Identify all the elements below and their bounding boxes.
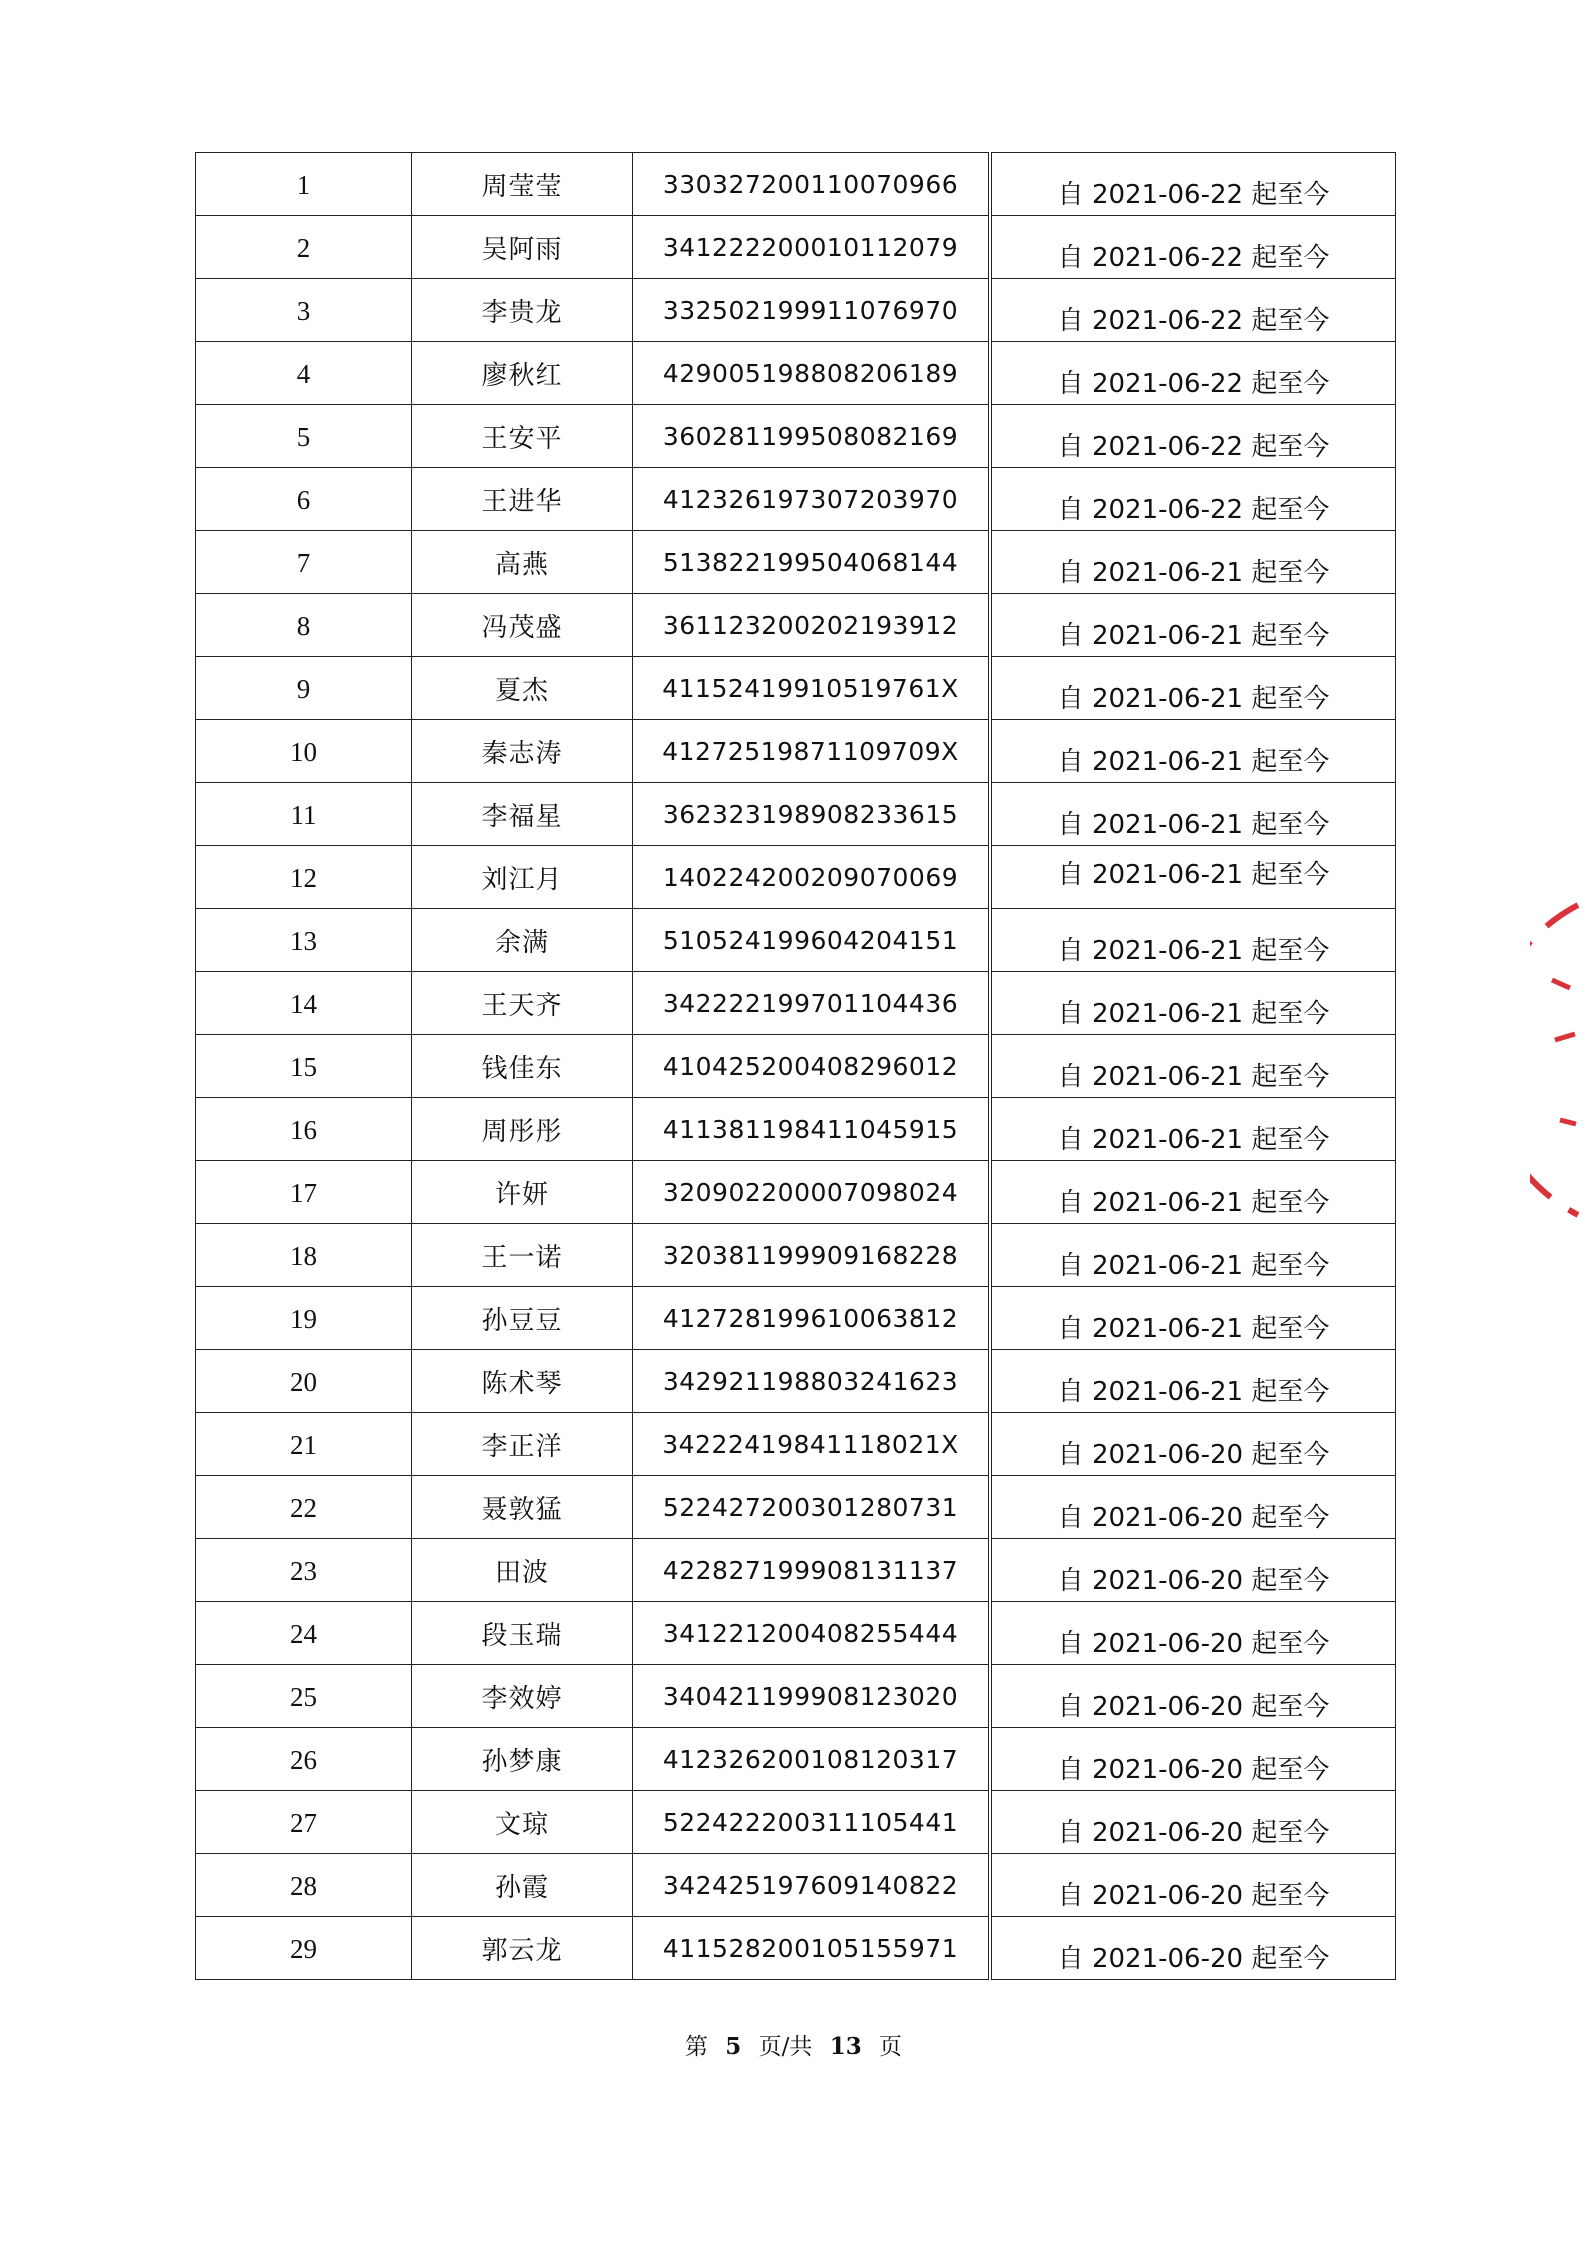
employment-date bbox=[992, 1791, 1396, 1854]
date-prefix: 自 bbox=[1057, 369, 1084, 399]
person-name: 陈术琴 bbox=[412, 1350, 633, 1413]
date-suffix: 起至今 bbox=[1251, 999, 1330, 1029]
date-value: 2021-06-21 bbox=[1091, 558, 1244, 588]
person-name: 钱佳东 bbox=[412, 1035, 633, 1098]
row-index: 5 bbox=[196, 405, 412, 468]
date-suffix: 起至今 bbox=[1251, 1818, 1330, 1848]
row-index: 15 bbox=[196, 1035, 412, 1098]
employment-date bbox=[992, 153, 1396, 216]
id-number: 330327200110070966 bbox=[633, 153, 989, 216]
date-suffix: 起至今 bbox=[1251, 432, 1330, 462]
date-value: 2021-06-20 bbox=[1091, 1440, 1244, 1470]
id-number: 522427200301280731 bbox=[633, 1476, 989, 1539]
employment-date bbox=[992, 405, 1396, 468]
date-prefix: 自 bbox=[1057, 1125, 1084, 1155]
employment-date bbox=[992, 1665, 1396, 1728]
date-suffix: 起至今 bbox=[1251, 495, 1330, 525]
table-row bbox=[196, 783, 1396, 846]
person-name: 郭云龙 bbox=[412, 1917, 633, 1980]
person-name: 王一诺 bbox=[412, 1224, 633, 1287]
table-row bbox=[196, 1665, 1396, 1728]
employment-date bbox=[992, 216, 1396, 279]
person-name: 吴阿雨 bbox=[412, 216, 633, 279]
row-index: 16 bbox=[196, 1098, 412, 1161]
row-index: 3 bbox=[196, 279, 412, 342]
date-prefix: 自 bbox=[1057, 684, 1084, 714]
date-suffix: 起至今 bbox=[1251, 180, 1330, 210]
person-name: 段玉瑞 bbox=[412, 1602, 633, 1665]
id-number: 522422200311105441 bbox=[633, 1791, 989, 1854]
row-index: 20 bbox=[196, 1350, 412, 1413]
date-value: 2021-06-21 bbox=[1091, 1251, 1244, 1281]
id-number: 140224200209070069 bbox=[633, 846, 989, 909]
date-value: 2021-06-21 bbox=[1091, 684, 1244, 714]
person-name: 刘江月 bbox=[412, 846, 633, 909]
id-number: 510524199604204151 bbox=[633, 909, 989, 972]
date-suffix: 起至今 bbox=[1251, 558, 1330, 588]
row-index: 25 bbox=[196, 1665, 412, 1728]
date-prefix: 自 bbox=[1057, 1440, 1084, 1470]
employment-date bbox=[992, 1413, 1396, 1476]
date-prefix: 自 bbox=[1057, 1944, 1084, 1974]
date-value: 2021-06-21 bbox=[1091, 1377, 1244, 1407]
row-index: 26 bbox=[196, 1728, 412, 1791]
table-row bbox=[196, 1539, 1396, 1602]
person-name: 李效婷 bbox=[412, 1665, 633, 1728]
date-prefix: 自 bbox=[1057, 495, 1084, 525]
date-prefix: 自 bbox=[1057, 1755, 1084, 1785]
date-prefix: 自 bbox=[1057, 1314, 1084, 1344]
id-number: 41272519871109709X bbox=[633, 720, 989, 783]
employee-table bbox=[195, 152, 1396, 1980]
id-number: 342921198803241623 bbox=[633, 1350, 989, 1413]
employment-date bbox=[992, 972, 1396, 1035]
row-index: 18 bbox=[196, 1224, 412, 1287]
date-prefix: 自 bbox=[1057, 860, 1084, 890]
date-value: 2021-06-22 bbox=[1091, 495, 1244, 525]
date-value: 2021-06-21 bbox=[1091, 936, 1244, 966]
date-value: 2021-06-21 bbox=[1091, 1062, 1244, 1092]
date-prefix: 自 bbox=[1057, 936, 1084, 966]
date-suffix: 起至今 bbox=[1251, 369, 1330, 399]
date-suffix: 起至今 bbox=[1251, 243, 1330, 273]
row-index: 21 bbox=[196, 1413, 412, 1476]
employment-date bbox=[992, 279, 1396, 342]
date-prefix: 自 bbox=[1057, 306, 1084, 336]
person-name: 廖秋红 bbox=[412, 342, 633, 405]
table-row bbox=[196, 405, 1396, 468]
date-suffix: 起至今 bbox=[1251, 1062, 1330, 1092]
table-row bbox=[196, 1854, 1396, 1917]
table-row bbox=[196, 1161, 1396, 1224]
id-number: 320381199909168228 bbox=[633, 1224, 989, 1287]
id-number: 361123200202193912 bbox=[633, 594, 989, 657]
table-row bbox=[196, 1098, 1396, 1161]
date-prefix: 自 bbox=[1057, 810, 1084, 840]
row-index: 6 bbox=[196, 468, 412, 531]
table-row bbox=[196, 720, 1396, 783]
date-value: 2021-06-21 bbox=[1091, 747, 1244, 777]
date-prefix: 自 bbox=[1057, 1062, 1084, 1092]
row-index: 7 bbox=[196, 531, 412, 594]
row-index: 8 bbox=[196, 594, 412, 657]
employment-date bbox=[992, 720, 1396, 783]
person-name: 许妍 bbox=[412, 1161, 633, 1224]
date-value: 2021-06-20 bbox=[1091, 1944, 1244, 1974]
table-row bbox=[196, 468, 1396, 531]
date-suffix: 起至今 bbox=[1251, 684, 1330, 714]
person-name: 孙梦康 bbox=[412, 1728, 633, 1791]
table-row bbox=[196, 972, 1396, 1035]
date-prefix: 自 bbox=[1057, 180, 1084, 210]
date-prefix: 自 bbox=[1057, 1818, 1084, 1848]
person-name: 聂敦猛 bbox=[412, 1476, 633, 1539]
date-prefix: 自 bbox=[1057, 1251, 1084, 1281]
row-index: 28 bbox=[196, 1854, 412, 1917]
id-number: 340421199908123020 bbox=[633, 1665, 989, 1728]
person-name: 周彤彤 bbox=[412, 1098, 633, 1161]
date-value: 2021-06-20 bbox=[1091, 1503, 1244, 1533]
row-index: 13 bbox=[196, 909, 412, 972]
date-prefix: 自 bbox=[1057, 1881, 1084, 1911]
row-index: 17 bbox=[196, 1161, 412, 1224]
date-value: 2021-06-20 bbox=[1091, 1881, 1244, 1911]
employment-date bbox=[992, 1224, 1396, 1287]
red-seal-icon bbox=[1530, 880, 1587, 1240]
id-number: 412326200108120317 bbox=[633, 1728, 989, 1791]
row-index: 4 bbox=[196, 342, 412, 405]
person-name: 李福星 bbox=[412, 783, 633, 846]
date-prefix: 自 bbox=[1057, 432, 1084, 462]
table-row bbox=[196, 1287, 1396, 1350]
date-suffix: 起至今 bbox=[1251, 1629, 1330, 1659]
id-number: 341222200010112079 bbox=[633, 216, 989, 279]
date-value: 2021-06-20 bbox=[1091, 1566, 1244, 1596]
employment-date bbox=[992, 1854, 1396, 1917]
date-prefix: 自 bbox=[1057, 1377, 1084, 1407]
employment-date bbox=[992, 1350, 1396, 1413]
current-page-number: 5 bbox=[725, 2033, 742, 2060]
id-number: 410425200408296012 bbox=[633, 1035, 989, 1098]
id-number: 320902200007098024 bbox=[633, 1161, 989, 1224]
date-prefix: 自 bbox=[1057, 999, 1084, 1029]
person-name: 高燕 bbox=[412, 531, 633, 594]
person-name: 田波 bbox=[412, 1539, 633, 1602]
date-suffix: 起至今 bbox=[1251, 1377, 1330, 1407]
employment-date bbox=[992, 1098, 1396, 1161]
id-number: 362323198908233615 bbox=[633, 783, 989, 846]
id-number: 342425197609140822 bbox=[633, 1854, 989, 1917]
employment-date bbox=[992, 1728, 1396, 1791]
person-name: 王进华 bbox=[412, 468, 633, 531]
id-number: 411381198411045915 bbox=[633, 1098, 989, 1161]
table-row bbox=[196, 1791, 1396, 1854]
date-suffix: 起至今 bbox=[1251, 1692, 1330, 1722]
date-suffix: 起至今 bbox=[1251, 1188, 1330, 1218]
person-name: 余满 bbox=[412, 909, 633, 972]
row-index: 2 bbox=[196, 216, 412, 279]
date-suffix: 起至今 bbox=[1251, 621, 1330, 651]
employment-date bbox=[992, 468, 1396, 531]
employment-date bbox=[992, 531, 1396, 594]
date-value: 2021-06-20 bbox=[1091, 1755, 1244, 1785]
date-value: 2021-06-21 bbox=[1091, 1125, 1244, 1155]
employment-date bbox=[992, 342, 1396, 405]
date-value: 2021-06-21 bbox=[1091, 1314, 1244, 1344]
row-index: 14 bbox=[196, 972, 412, 1035]
employment-date bbox=[992, 846, 1396, 909]
id-number: 411528200105155971 bbox=[633, 1917, 989, 1980]
employment-date bbox=[992, 1287, 1396, 1350]
date-prefix: 自 bbox=[1057, 1566, 1084, 1596]
person-name: 孙霞 bbox=[412, 1854, 633, 1917]
table-row bbox=[196, 1224, 1396, 1287]
table-row bbox=[196, 1413, 1396, 1476]
table-row bbox=[196, 531, 1396, 594]
employment-date bbox=[992, 1476, 1396, 1539]
person-name: 李正洋 bbox=[412, 1413, 633, 1476]
row-index: 19 bbox=[196, 1287, 412, 1350]
date-value: 2021-06-21 bbox=[1091, 810, 1244, 840]
person-name: 王天齐 bbox=[412, 972, 633, 1035]
date-prefix: 自 bbox=[1057, 243, 1084, 273]
date-value: 2021-06-22 bbox=[1091, 180, 1244, 210]
row-index: 24 bbox=[196, 1602, 412, 1665]
table-row bbox=[196, 594, 1396, 657]
id-number: 342222199701104436 bbox=[633, 972, 989, 1035]
table-row bbox=[196, 1917, 1396, 1980]
page-label-prefix: 第 bbox=[684, 2034, 708, 2060]
table-row bbox=[196, 909, 1396, 972]
employment-date bbox=[992, 594, 1396, 657]
date-suffix: 起至今 bbox=[1251, 747, 1330, 777]
table-row bbox=[196, 342, 1396, 405]
date-prefix: 自 bbox=[1057, 621, 1084, 651]
employment-date bbox=[992, 1161, 1396, 1224]
table-row bbox=[196, 279, 1396, 342]
date-prefix: 自 bbox=[1057, 558, 1084, 588]
date-suffix: 起至今 bbox=[1251, 1503, 1330, 1533]
date-suffix: 起至今 bbox=[1251, 1440, 1330, 1470]
seal-mark bbox=[1552, 980, 1576, 1124]
date-suffix: 起至今 bbox=[1251, 810, 1330, 840]
seal-ring bbox=[1530, 905, 1578, 1215]
id-number: 34222419841118021X bbox=[633, 1413, 989, 1476]
date-suffix: 起至今 bbox=[1251, 1125, 1330, 1155]
date-value: 2021-06-22 bbox=[1091, 432, 1244, 462]
row-index: 11 bbox=[196, 783, 412, 846]
person-name: 文琼 bbox=[412, 1791, 633, 1854]
date-prefix: 自 bbox=[1057, 1629, 1084, 1659]
date-value: 2021-06-21 bbox=[1091, 621, 1244, 651]
date-value: 2021-06-22 bbox=[1091, 306, 1244, 336]
date-prefix: 自 bbox=[1057, 1503, 1084, 1533]
date-value: 2021-06-21 bbox=[1091, 860, 1244, 890]
row-index: 12 bbox=[196, 846, 412, 909]
date-value: 2021-06-21 bbox=[1091, 999, 1244, 1029]
date-value: 2021-06-21 bbox=[1091, 1188, 1244, 1218]
table-row bbox=[196, 1350, 1396, 1413]
employee-table-body bbox=[196, 153, 1396, 1980]
date-suffix: 起至今 bbox=[1251, 1944, 1330, 1974]
table-row bbox=[196, 216, 1396, 279]
person-name: 冯茂盛 bbox=[412, 594, 633, 657]
employment-date bbox=[992, 1035, 1396, 1098]
row-index: 9 bbox=[196, 657, 412, 720]
person-name: 李贵龙 bbox=[412, 279, 633, 342]
date-suffix: 起至今 bbox=[1251, 1566, 1330, 1596]
row-index: 10 bbox=[196, 720, 412, 783]
table-row bbox=[196, 1476, 1396, 1539]
date-prefix: 自 bbox=[1057, 1188, 1084, 1218]
page-footer bbox=[0, 2028, 1587, 2061]
table-row bbox=[196, 657, 1396, 720]
row-index: 1 bbox=[196, 153, 412, 216]
employment-date bbox=[992, 909, 1396, 972]
table-row bbox=[196, 1035, 1396, 1098]
id-number: 341221200408255444 bbox=[633, 1602, 989, 1665]
date-suffix: 起至今 bbox=[1251, 860, 1330, 890]
table-row bbox=[196, 846, 1396, 909]
date-suffix: 起至今 bbox=[1251, 1755, 1330, 1785]
id-number: 412728199610063812 bbox=[633, 1287, 989, 1350]
id-number: 422827199908131137 bbox=[633, 1539, 989, 1602]
person-name: 夏杰 bbox=[412, 657, 633, 720]
id-number: 41152419910519761X bbox=[633, 657, 989, 720]
table-row bbox=[196, 1728, 1396, 1791]
employment-date bbox=[992, 1917, 1396, 1980]
employment-date bbox=[992, 657, 1396, 720]
employment-date bbox=[992, 1602, 1396, 1665]
date-value: 2021-06-20 bbox=[1091, 1629, 1244, 1659]
row-index: 23 bbox=[196, 1539, 412, 1602]
date-value: 2021-06-20 bbox=[1091, 1818, 1244, 1848]
date-value: 2021-06-22 bbox=[1091, 243, 1244, 273]
person-name: 王安平 bbox=[412, 405, 633, 468]
table-row bbox=[196, 1602, 1396, 1665]
table-row bbox=[196, 153, 1396, 216]
date-suffix: 起至今 bbox=[1251, 1314, 1330, 1344]
row-index: 27 bbox=[196, 1791, 412, 1854]
date-value: 2021-06-22 bbox=[1091, 369, 1244, 399]
date-suffix: 起至今 bbox=[1251, 1251, 1330, 1281]
id-number: 513822199504068144 bbox=[633, 531, 989, 594]
row-index: 22 bbox=[196, 1476, 412, 1539]
employment-date bbox=[992, 783, 1396, 846]
id-number: 429005198808206189 bbox=[633, 342, 989, 405]
person-name: 秦志涛 bbox=[412, 720, 633, 783]
row-index: 29 bbox=[196, 1917, 412, 1980]
person-name: 孙豆豆 bbox=[412, 1287, 633, 1350]
person-name: 周莹莹 bbox=[412, 153, 633, 216]
id-number: 360281199508082169 bbox=[633, 405, 989, 468]
date-prefix: 自 bbox=[1057, 1692, 1084, 1722]
page-label-mid: 页/共 bbox=[758, 2034, 813, 2060]
date-suffix: 起至今 bbox=[1251, 936, 1330, 966]
date-prefix: 自 bbox=[1057, 747, 1084, 777]
page-label-suffix: 页 bbox=[879, 2034, 903, 2060]
id-number: 332502199911076970 bbox=[633, 279, 989, 342]
id-number: 412326197307203970 bbox=[633, 468, 989, 531]
total-pages-number: 13 bbox=[829, 2033, 862, 2060]
date-suffix: 起至今 bbox=[1251, 306, 1330, 336]
date-suffix: 起至今 bbox=[1251, 1881, 1330, 1911]
date-value: 2021-06-20 bbox=[1091, 1692, 1244, 1722]
employment-date bbox=[992, 1539, 1396, 1602]
